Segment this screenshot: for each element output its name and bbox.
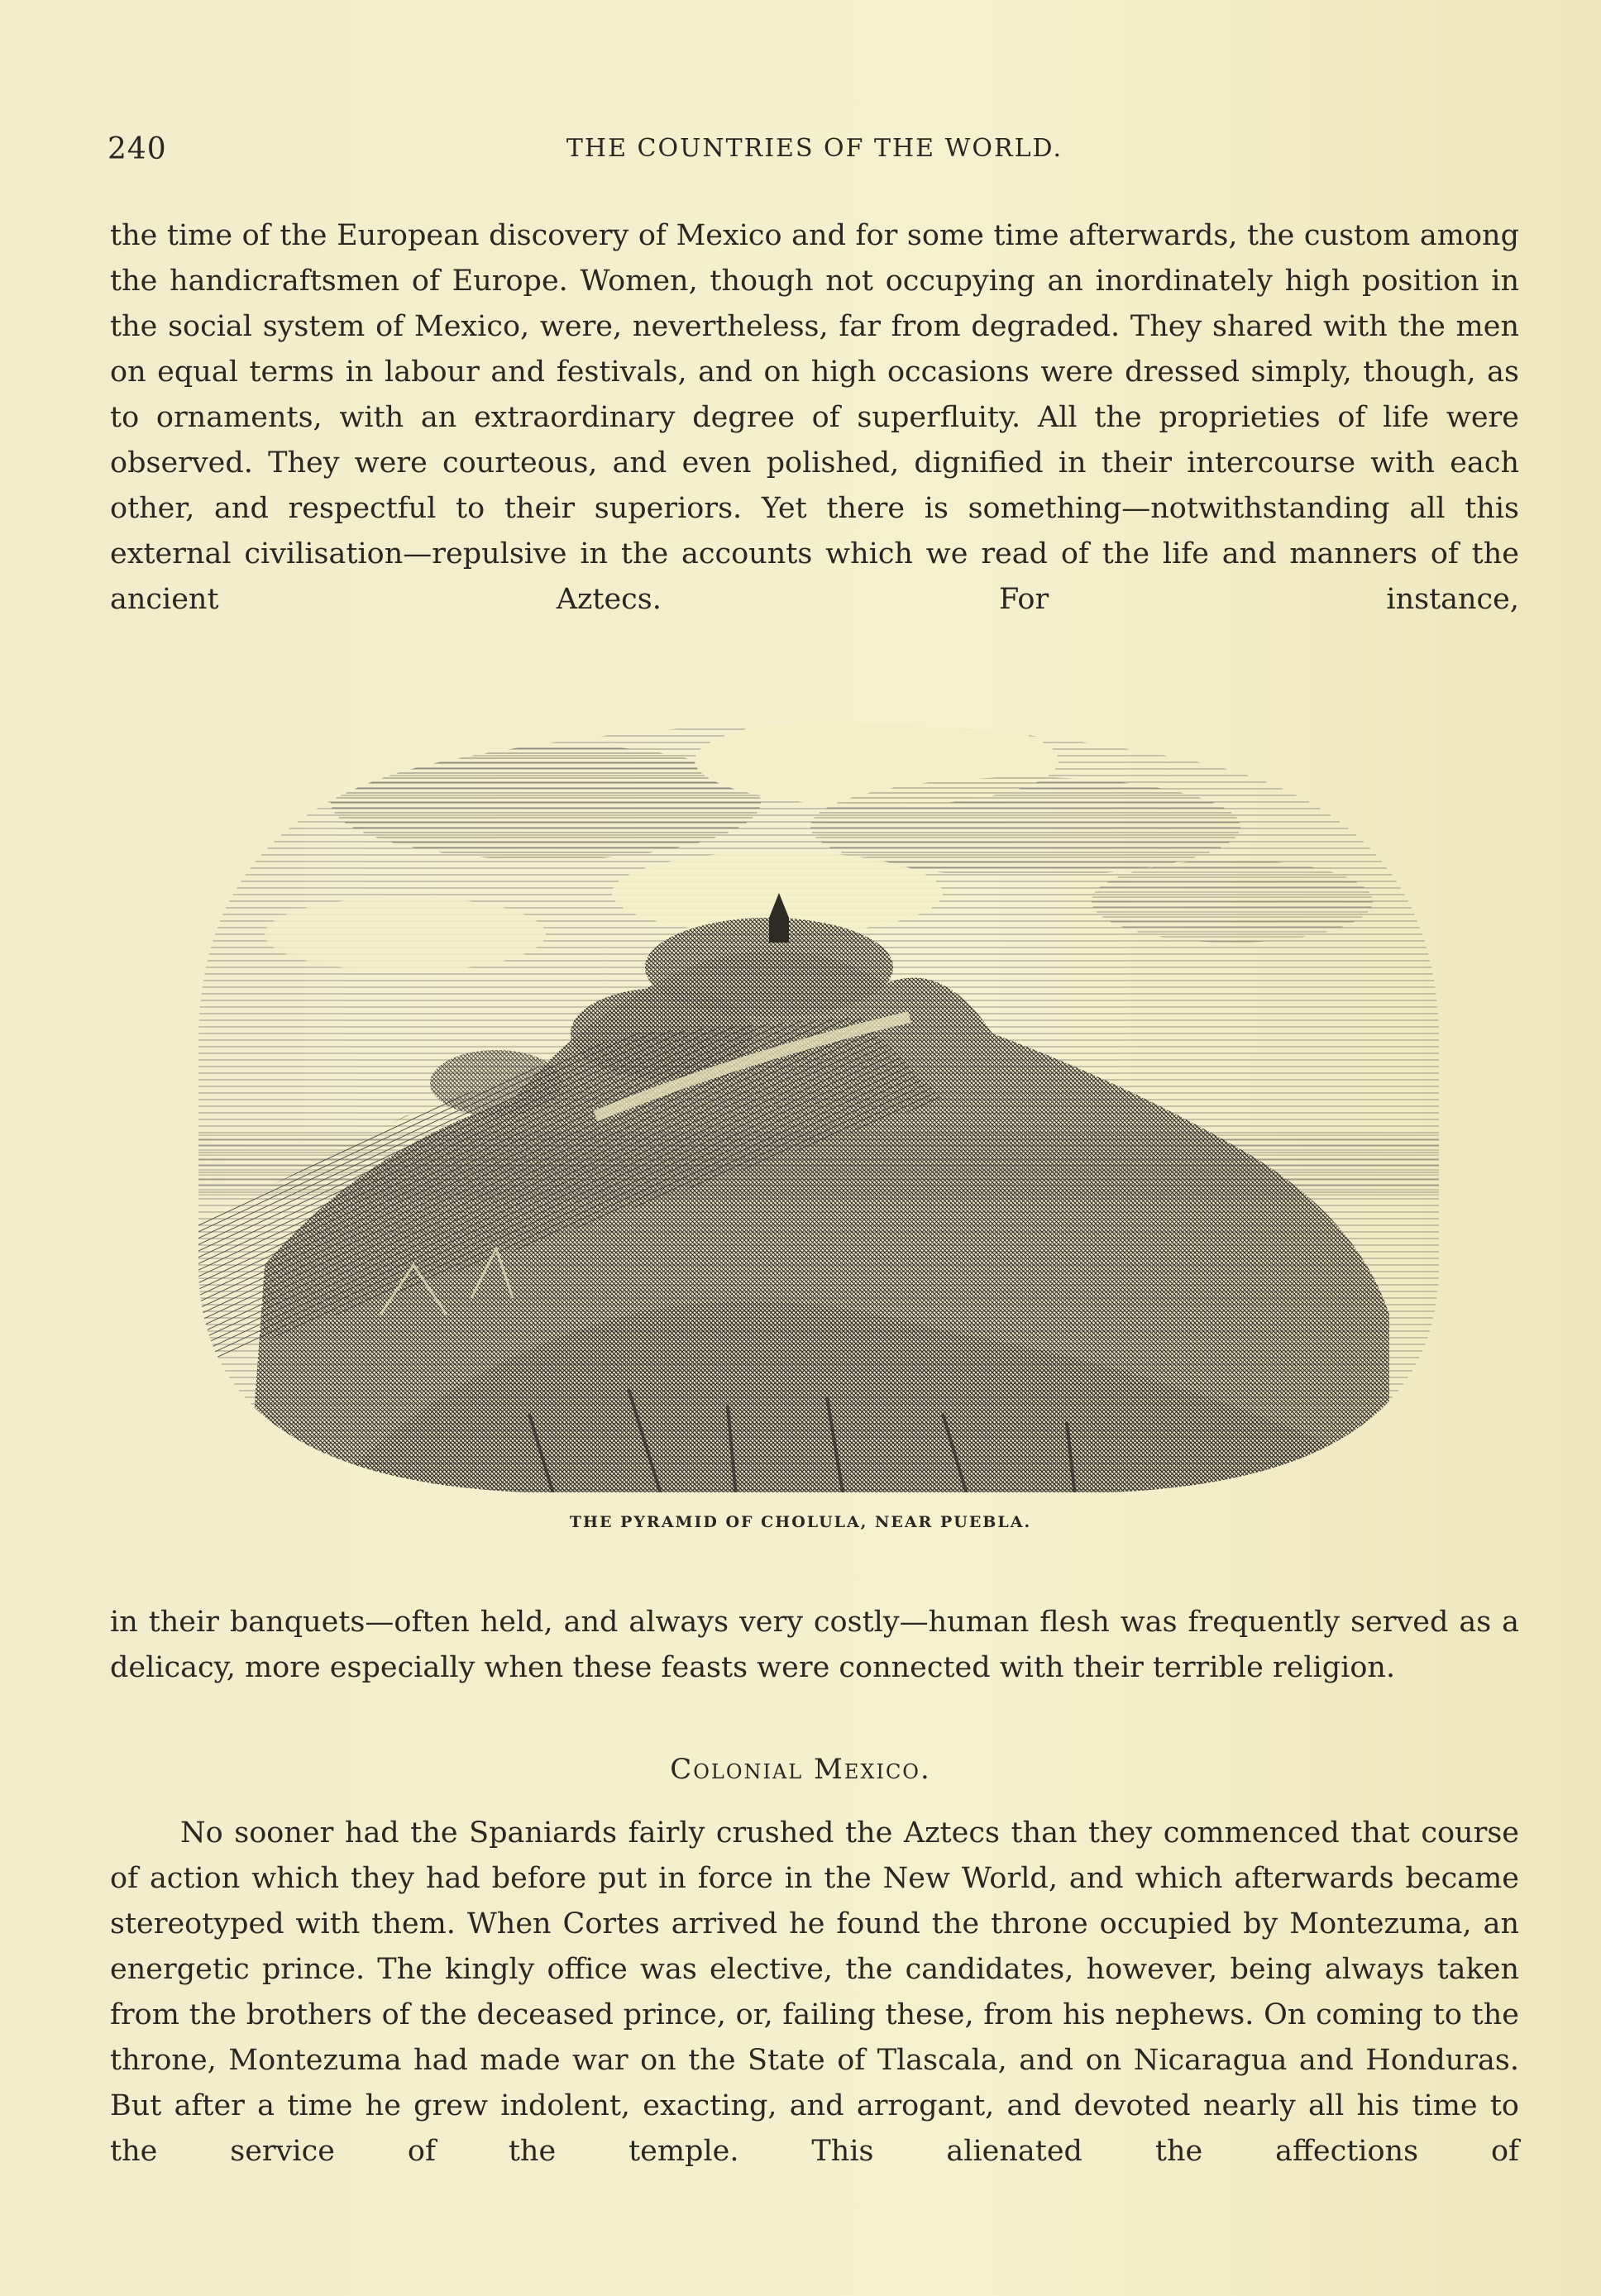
illustration-caption: THE PYRAMID OF CHOLULA, NEAR PUEBLA. [569, 1513, 1032, 1531]
engraving-scene [198, 686, 1439, 1496]
paragraph-colonial [110, 1811, 1519, 2174]
paragraph-colonial-text: No sooner had the Spaniards fairly crushed the Aztecs than they commenced that course of action which they had before put in force in the New World, and which afterwards became stereotyped with them. When Cortes arrived he found the throne occupied by Montezuma, an energetic prince. The kingly office was elective, the candidates, however, being always taken from the brothers of the deceased prince, or, failing these, from his nephews. On coming to the throne, Montezuma had made war on the State of Tlascala, and on Nicaragua and Honduras. But after a time he grew indolent, exacting, and arrogant, and devoted nearly all his time to the service of the temple. This alienated the affections of [110, 1816, 1519, 2168]
engraving-pyramid-of-cholula [198, 686, 1439, 1496]
page-number: 240 [108, 132, 167, 166]
page-header [108, 132, 1522, 174]
paragraph-intro-text: the time of the European discovery of Mexico and for some time afterwards, the custom among the handicraftsmen of Europe. Women, though not occupying an inordinately high position in the social system of Mexico, were, nevertheless, far from degraded. They shared with the men on equal terms in labour and festivals, and on high occasions were dressed simply, though, as to ornaments, with an extraordinary degree of superfluity. All the proprieties of life were observed. They were courteous, and even polished, dignified in their intercourse with each other, and respectful to their superiors. Yet there is something—notwithstanding all this external civilisation—repulsive in the accounts which we read of the life and manners of the ancient Aztecs. For instance, [110, 219, 1519, 616]
paragraph-continuation [110, 1600, 1519, 1691]
paragraph-intro [110, 213, 1519, 623]
paragraph-continuation-text: in their banquets—often held, and always very costly—human flesh was frequently served as a delicacy, more especially when these feasts were connected with their terrible religion. [110, 1606, 1519, 1684]
running-head: THE COUNTRIES OF THE WORLD. [566, 134, 1063, 163]
section-title: Colonial Mexico. [670, 1753, 931, 1786]
